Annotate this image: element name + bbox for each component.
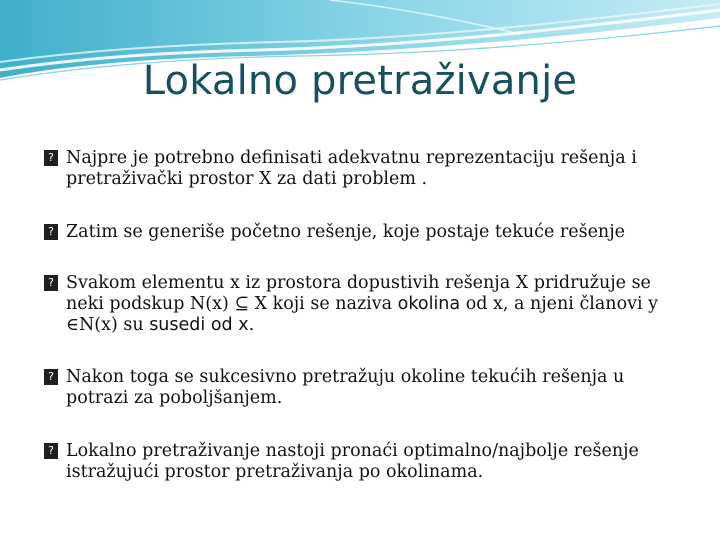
bullet-text: Lokalno pretraživanje nastoji pronaći optimalno/najbolje rešenje istražujući prostor pretraživanja po okolinama.	[66, 441, 639, 482]
bullet-text: Nakon toga se sukcesivno pretražuju okoline tekućih rešenja u potrazi za poboljšanjem.	[66, 367, 625, 408]
bullet-item	[44, 148, 684, 190]
bullet-marker-icon: ?	[44, 369, 58, 385]
subset-symbol: ⊆	[234, 294, 250, 314]
bullet-text-part: X koji se naziva	[249, 294, 398, 314]
bullet-text-part: N(x) su	[78, 315, 150, 335]
bullet-text: Najpre je potrebno definisati adekvatnu reprezentaciju rešenja i pretraživački prostor X za dati problem .	[66, 148, 637, 189]
bullet-item	[44, 273, 684, 336]
bullet-text: Zatim se generiše početno rešenje, koje postaje tekuće rešenje	[66, 222, 625, 242]
bullet-item	[44, 367, 684, 409]
bullet-text-part: Svakom elementu x iz prostora dopustivih rešenja X pridružuje se neki podskup N(x)	[66, 273, 651, 314]
bullet-marker-icon: ?	[44, 150, 58, 166]
term-susedi: susedi od x	[149, 315, 249, 335]
bullet-item	[44, 441, 684, 483]
slide-title: Lokalno pretraživanje	[142, 58, 578, 104]
bullet-text-part: .	[248, 315, 255, 335]
bullet-list	[44, 148, 684, 483]
bullet-marker-icon: ?	[44, 275, 58, 291]
bullet-item	[44, 222, 684, 243]
bullet-marker-icon: ?	[44, 224, 58, 240]
element-of-symbol: ∈	[66, 315, 79, 335]
bullet-marker-icon: ?	[44, 443, 58, 459]
bullet-text-part: od x, a njeni članovi y	[460, 294, 659, 314]
term-okolina: okolina	[397, 294, 461, 314]
